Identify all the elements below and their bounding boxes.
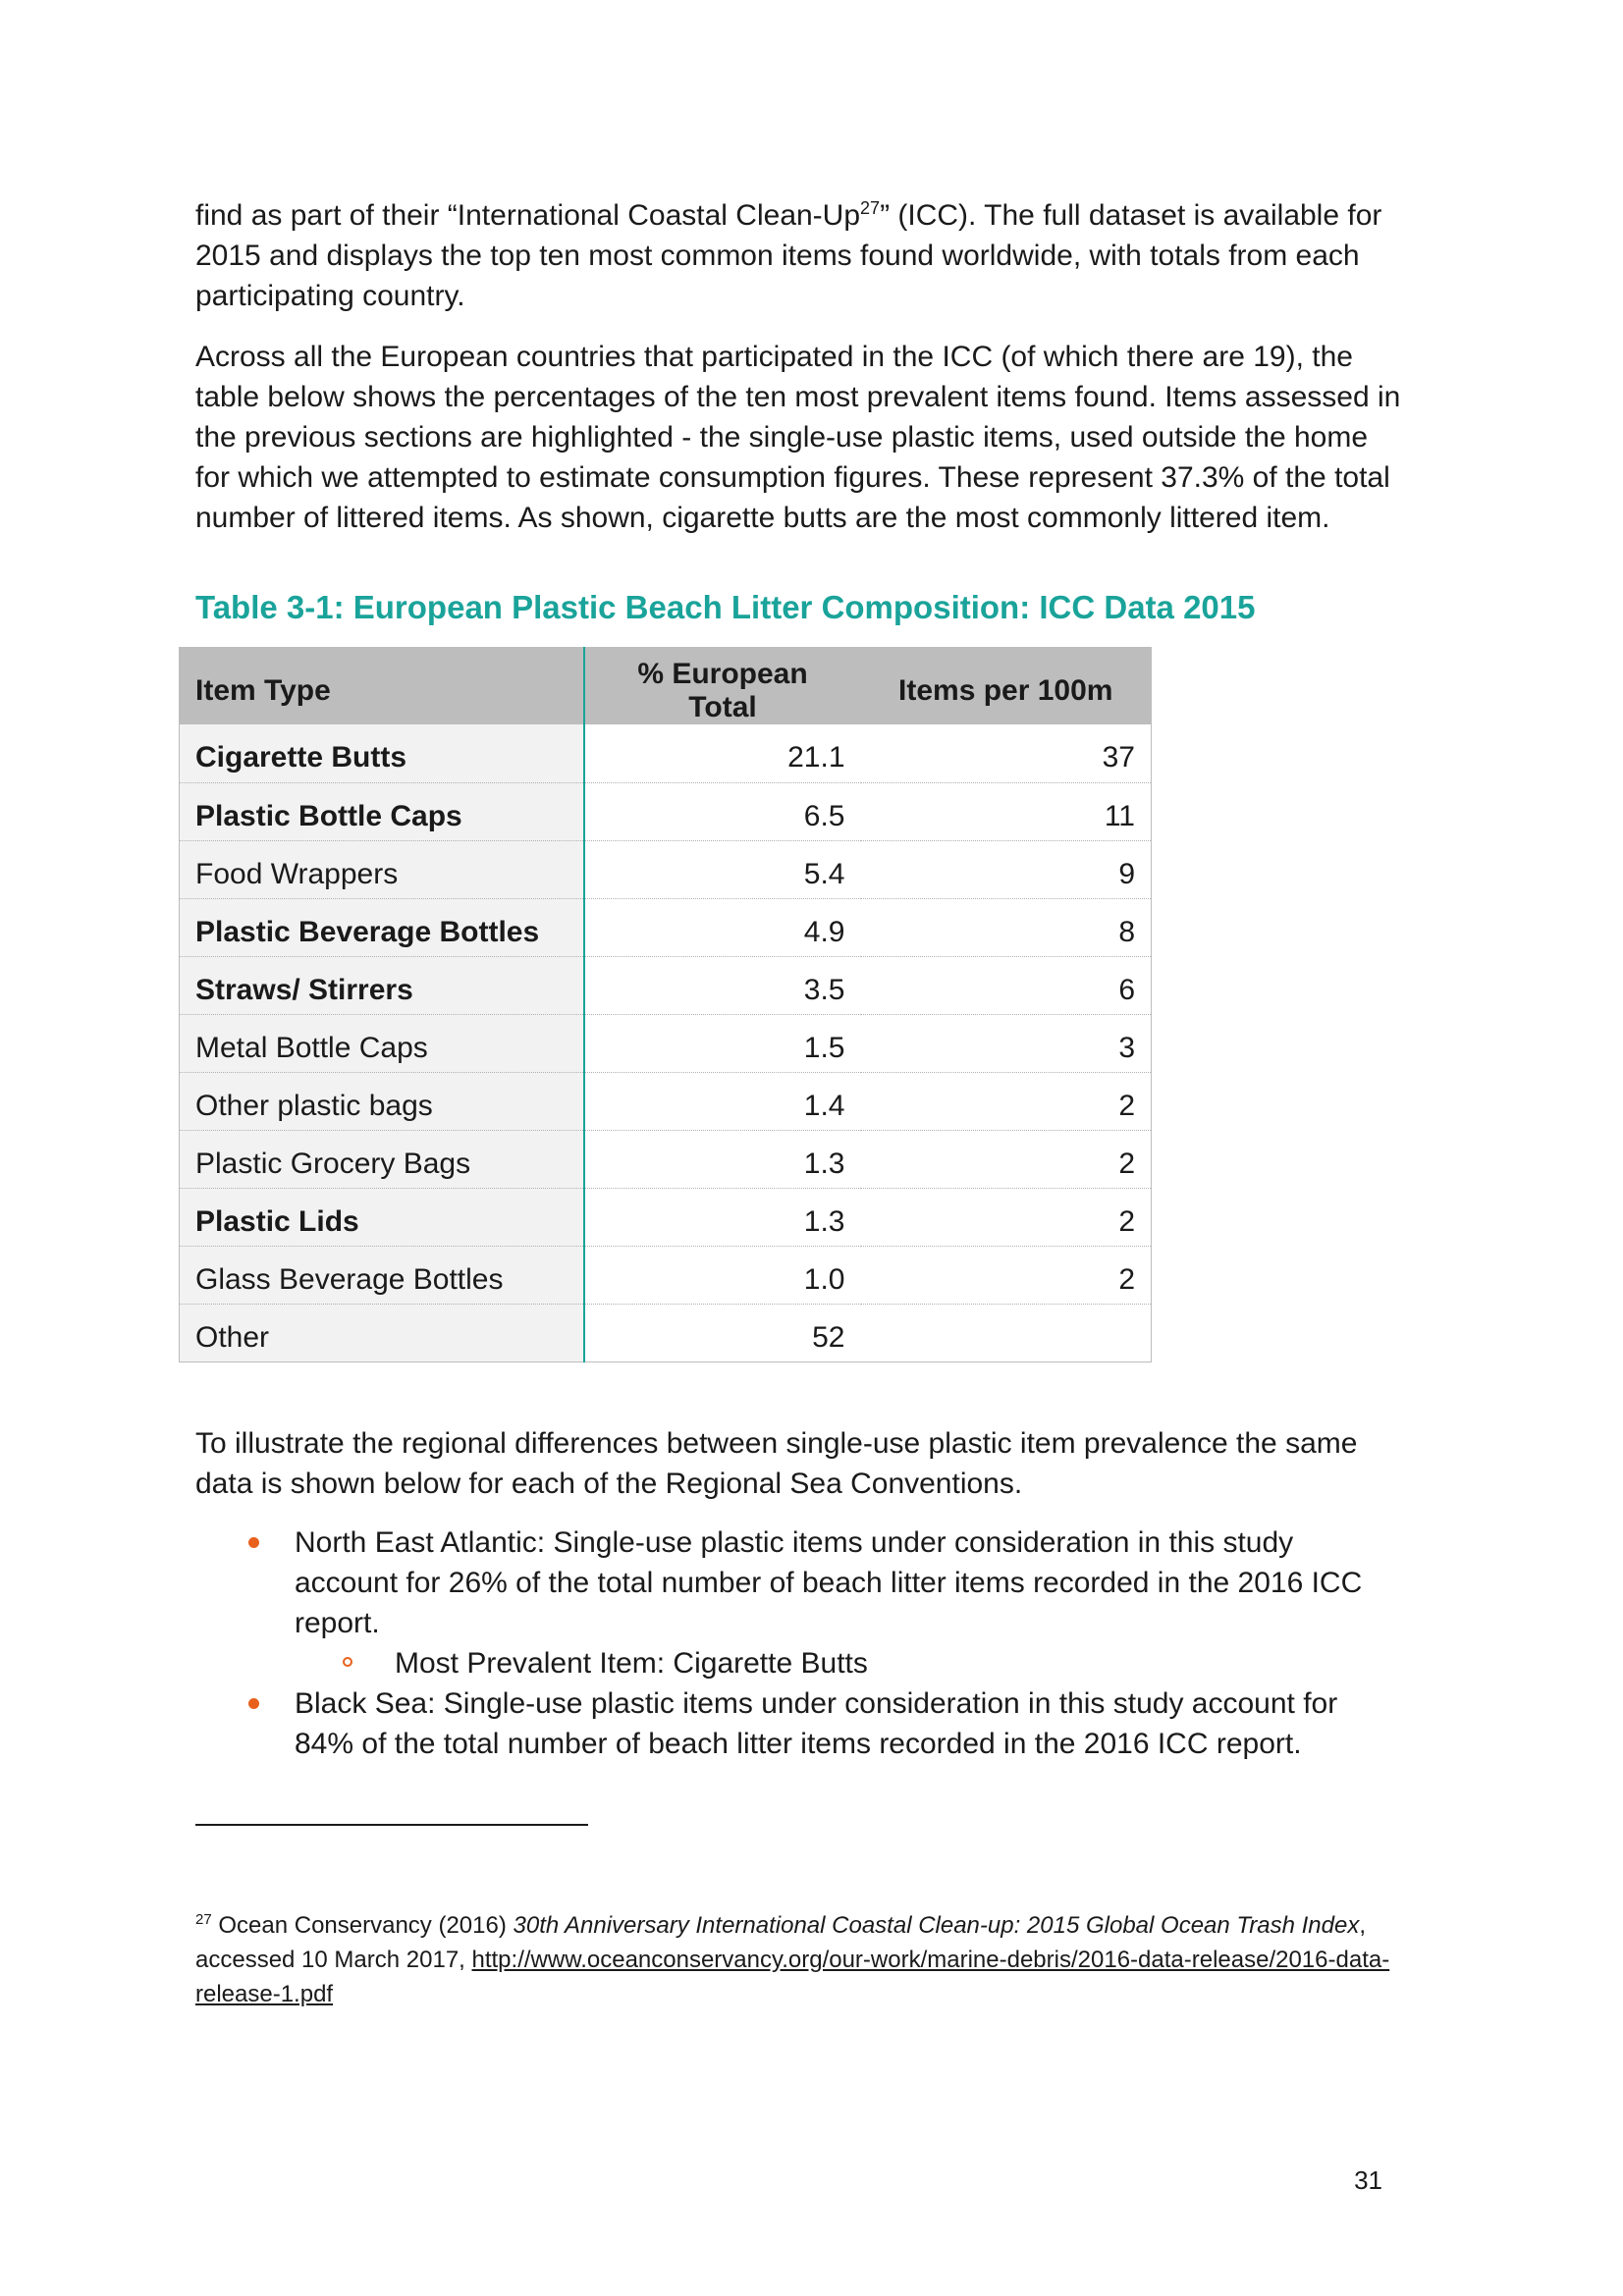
litter-composition-table <box>179 647 1152 1362</box>
cell-european-total: 52 <box>584 1304 861 1362</box>
cell-european-total: 4.9 <box>584 898 861 956</box>
table-row <box>180 956 1152 1014</box>
table-row <box>180 1246 1152 1304</box>
cell-item-type: Plastic Beverage Bottles <box>180 898 584 956</box>
footnote-text-a: Ocean Conservancy (2016) <box>211 1912 514 1939</box>
list-item <box>195 1683 1403 1764</box>
footnote-number: 27 <box>195 1911 212 1928</box>
cell-european-total: 6.5 <box>584 782 861 840</box>
cell-item-type: Other <box>180 1304 584 1362</box>
cell-items-per-100m: 8 <box>861 898 1152 956</box>
sub-bullet-text: Most Prevalent Item: Cigarette Butts <box>395 1647 868 1680</box>
footnote-27 <box>195 1908 1413 2011</box>
table-row <box>180 1130 1152 1188</box>
cell-european-total: 5.4 <box>584 840 861 898</box>
cell-items-per-100m <box>861 1304 1152 1362</box>
table-caption: Table 3-1: European Plastic Beach Litter Composition: ICC Data 2015 <box>195 589 1256 625</box>
bullet-circle-icon <box>343 1657 352 1667</box>
regional-intro: To illustrate the regional differences between single-use plastic item prevalence the same data is shown below for each of the Regional Sea Conventions. <box>195 1427 1358 1500</box>
cell-item-type: Plastic Bottle Caps <box>180 782 584 840</box>
cell-european-total: 1.4 <box>584 1072 861 1130</box>
cell-item-type: Food Wrappers <box>180 840 584 898</box>
header-european-total: % European Total <box>584 648 861 725</box>
intro-paragraph-2: Across all the European countries that participated in the ICC (of which there are 19), the table below shows the percentages of the ten most prevalent items found. Items assessed in the previous sections are highlighted - the single-use plastic items, used outside the home for which we attempted to estimate consumption figures. These represent 37.3% of the total number of littered items. As shown, cigarette butts are the most commonly littered item. <box>195 341 1401 534</box>
bullet-text-north-east-atlantic: North East Atlantic: Single-use plastic items under consideration in this study account for 26% of the total number of beach litter items recorded in the 2016 ICC report. <box>295 1526 1363 1639</box>
cell-items-per-100m: 2 <box>861 1188 1152 1246</box>
cell-items-per-100m: 37 <box>861 724 1152 782</box>
cell-items-per-100m: 2 <box>861 1246 1152 1304</box>
cell-items-per-100m: 3 <box>861 1014 1152 1072</box>
cell-european-total: 3.5 <box>584 956 861 1014</box>
table-row <box>180 1014 1152 1072</box>
sub-list-item <box>195 1643 1403 1683</box>
cell-item-type: Plastic Lids <box>180 1188 584 1246</box>
cell-items-per-100m: 2 <box>861 1130 1152 1188</box>
cell-item-type: Glass Beverage Bottles <box>180 1246 584 1304</box>
cell-european-total: 1.0 <box>584 1246 861 1304</box>
footnote-text-b: , accessed 10 March 2017, <box>195 1912 1367 1973</box>
table-row <box>180 1072 1152 1130</box>
table-header-row <box>180 648 1152 725</box>
cell-item-type: Other plastic bags <box>180 1072 584 1130</box>
cell-item-type: Cigarette Butts <box>180 724 584 782</box>
table-row <box>180 840 1152 898</box>
regional-bullet-list <box>195 1522 1403 1764</box>
cell-european-total: 1.3 <box>584 1188 861 1246</box>
cell-european-total: 21.1 <box>584 724 861 782</box>
page-number: 31 <box>1354 2165 1382 2195</box>
intro-text-a: find as part of their “International Coastal Clean-Up <box>195 199 861 232</box>
footnote-ref-27[interactable]: 27 <box>860 198 881 218</box>
bullet-dot-icon <box>248 1698 259 1709</box>
table-row <box>180 1188 1152 1246</box>
cell-item-type: Straws/ Stirrers <box>180 956 584 1014</box>
table-row <box>180 724 1152 782</box>
bullet-text-black-sea: Black Sea: Single-use plastic items under consideration in this study account for 84% of the total number of beach litter items recorded in the 2016 ICC report. <box>295 1687 1338 1760</box>
intro-paragraph-1 <box>195 195 1403 316</box>
cell-items-per-100m: 2 <box>861 1072 1152 1130</box>
bullet-dot-icon <box>248 1537 259 1548</box>
cell-item-type: Metal Bottle Caps <box>180 1014 584 1072</box>
intro-text-b: ” (ICC). The full dataset is available for 2015 and displays the top ten most common items found worldwide, with totals from each participating country. <box>195 199 1382 312</box>
cell-european-total: 1.5 <box>584 1014 861 1072</box>
table-row <box>180 782 1152 840</box>
footnote-link[interactable]: http://www.oceanconservancy.org/our-work/marine-debris/2016-data-release/2016-data-release-1.pdf <box>195 1947 1390 2007</box>
table-row <box>180 898 1152 956</box>
table-body <box>180 724 1152 1362</box>
header-item-type: Item Type <box>180 648 584 725</box>
cell-items-per-100m: 11 <box>861 782 1152 840</box>
cell-items-per-100m: 9 <box>861 840 1152 898</box>
footnote-title: 30th Anniversary International Coastal Clean-up: 2015 Global Ocean Trash Index <box>513 1912 1360 1939</box>
footnote-divider <box>195 1824 588 1826</box>
cell-european-total: 1.3 <box>584 1130 861 1188</box>
list-item <box>195 1522 1403 1683</box>
header-items-per-100m: Items per 100m <box>861 648 1152 725</box>
table-row <box>180 1304 1152 1362</box>
cell-items-per-100m: 6 <box>861 956 1152 1014</box>
cell-item-type: Plastic Grocery Bags <box>180 1130 584 1188</box>
